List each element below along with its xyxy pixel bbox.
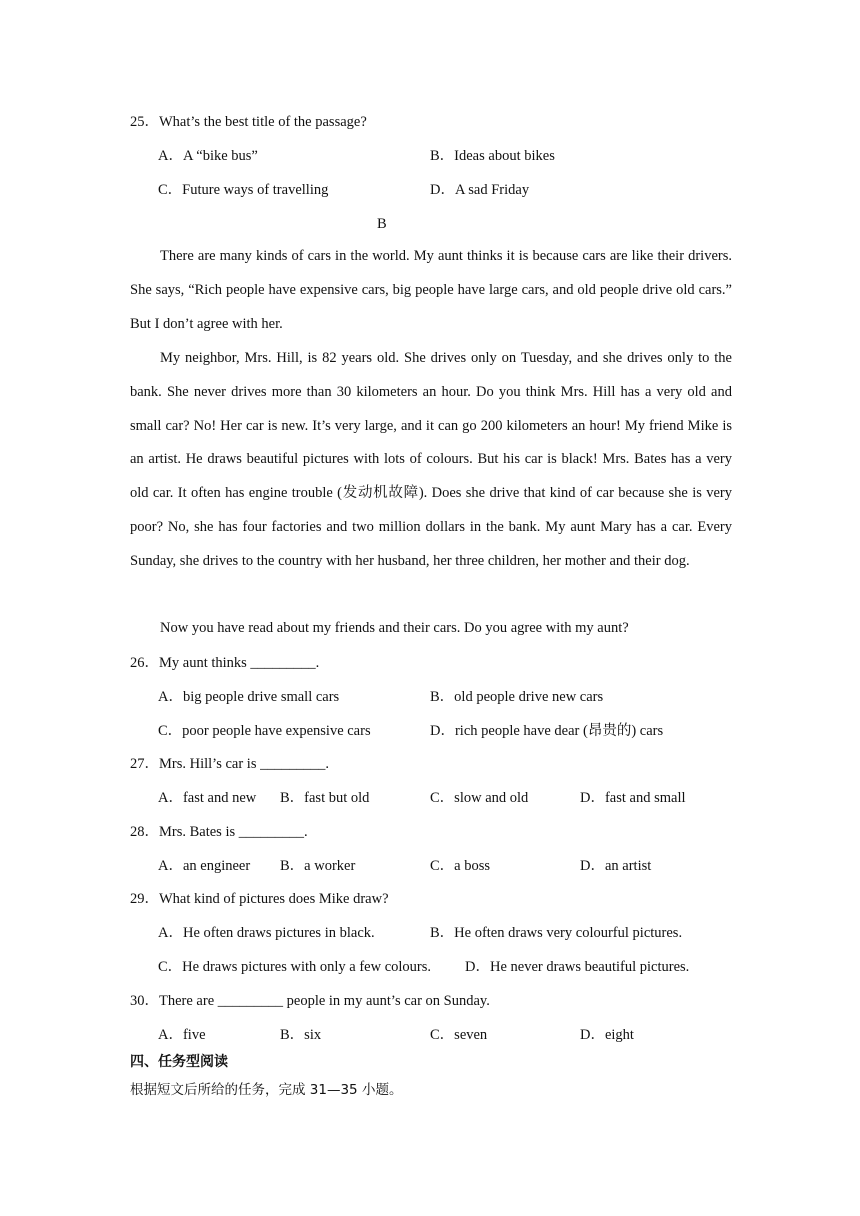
q30-option-a: A．five xyxy=(158,1027,206,1043)
q27-option-d: D．fast and small xyxy=(580,790,686,806)
q30-option-d: D．eight xyxy=(580,1027,634,1043)
q28-option-a: A．an engineer xyxy=(158,858,251,874)
q25-option-c: C．Future ways of travelling xyxy=(158,182,329,198)
q29-option-a: A．He often draws pictures in black. xyxy=(158,925,375,941)
question-26-stem: 26．My aunt thinks _________. xyxy=(130,655,320,671)
question-28-stem: 28．Mrs. Bates is _________. xyxy=(130,824,308,840)
section-4-heading: 四、任务型阅读 xyxy=(130,1054,228,1070)
q27-option-a: A．fast and new xyxy=(158,790,257,806)
q30-option-c: C．seven xyxy=(430,1027,488,1043)
question-25-stem: 25．What’s the best title of the passage? xyxy=(130,114,367,130)
q26-option-c: C．poor people have expensive cars xyxy=(158,723,371,739)
q27-option-b: B．fast but old xyxy=(280,790,370,806)
q25-option-b: B．Ideas about bikes xyxy=(430,148,555,164)
passage-paragraph-3: Now you have read about my friends and their cars. Do you agree with my aunt? xyxy=(160,620,629,636)
question-30-stem: 30．There are _________ people in my aunt’s car on Sunday. xyxy=(130,993,490,1009)
passage-paragraph-2: My neighbor, Mrs. Hill, is 82 years old. She drives only on Tuesday, and she drives only to the bank. She never drives more than 30 kilometers an hour. Do you think Mrs. Hill has a very old and small car? No! Her car is new. It’s very large, and it can go 200 kilometers an hour! My friend Mike is an artist. He draws beautiful pictures with lots of colours. But his car is black! Mrs. Bates has a very old car. It often has engine trouble (发动机故障). Does she drive that kind of car because she is very poor? No, she has four factories and two million dollars in the bank. My aunt Mary has a car. Every Sunday, she drives to the country with her husband, her three children, her mother and their dog. xyxy=(130,350,732,569)
q25-option-d: D．A sad Friday xyxy=(430,182,530,198)
q29-option-d: D．He never draws beautiful pictures. xyxy=(465,959,690,975)
q28-option-b: B．a worker xyxy=(280,858,356,874)
section-b-title: B xyxy=(377,216,387,232)
section-4-instruction: 根据短文后所给的任务，完成 31—35 小题。 xyxy=(130,1082,403,1098)
question-29-stem: 29．What kind of pictures does Mike draw? xyxy=(130,891,389,907)
q29-option-b: B．He often draws very colourful pictures. xyxy=(430,925,683,941)
q26-option-a: A．big people drive small cars xyxy=(158,689,340,705)
question-27-stem: 27．Mrs. Hill’s car is _________. xyxy=(130,756,329,772)
q25-option-a: A．A “bike bus” xyxy=(158,148,258,164)
q30-option-b: B．six xyxy=(280,1027,322,1043)
q26-option-d: D．rich people have dear (昂贵的) cars xyxy=(430,723,664,739)
q29-option-c: C．He draws pictures with only a few colours. xyxy=(158,959,432,975)
q27-option-c: C．slow and old xyxy=(430,790,529,806)
q26-option-b: B．old people drive new cars xyxy=(430,689,604,705)
passage-paragraph-1: There are many kinds of cars in the world. My aunt thinks it is because cars are like their drivers. She says, “Rich people have expensive cars, big people have large cars, and old people drive old cars.” But I don’t agree with her. xyxy=(130,248,732,332)
q28-option-d: D．an artist xyxy=(580,858,652,874)
q28-option-c: C．a boss xyxy=(430,858,491,874)
